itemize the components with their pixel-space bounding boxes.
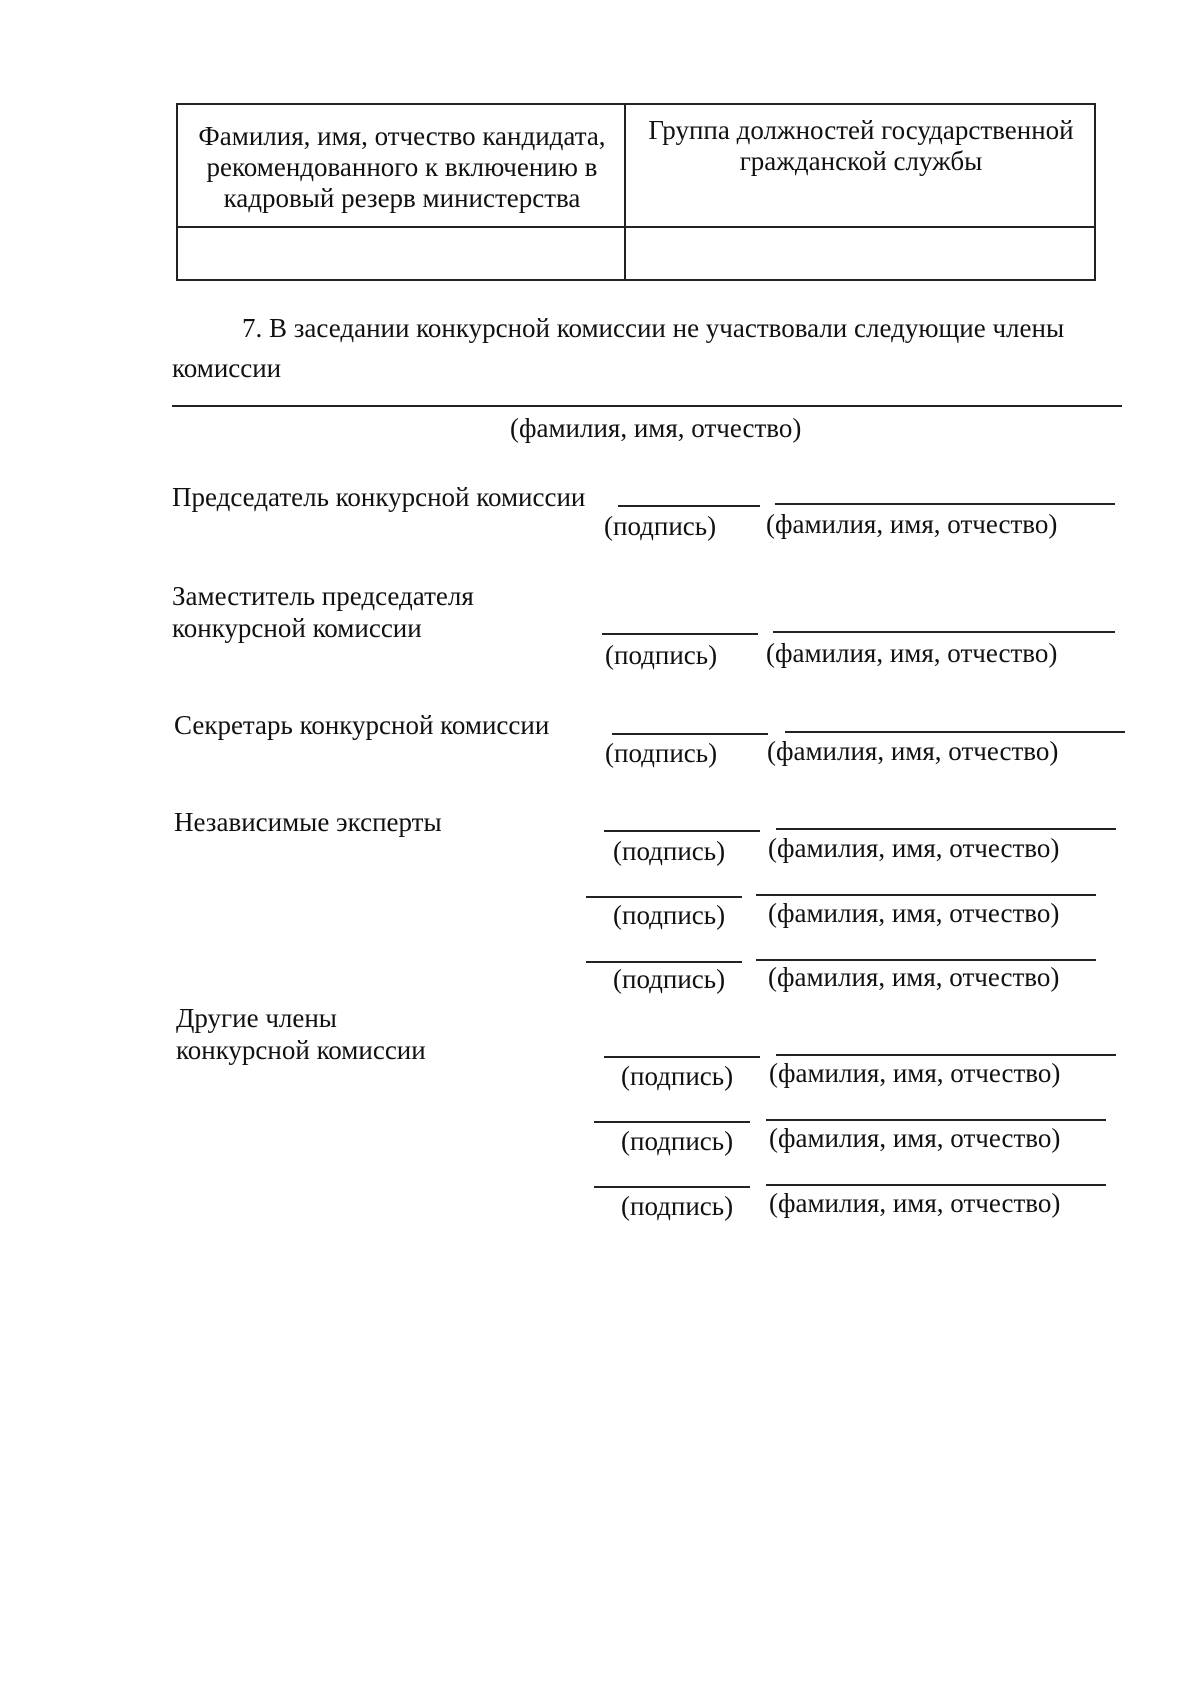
other-1-signature-caption: (подпись) [621, 1061, 734, 1091]
secretary-label: Секретарь конкурсной комиссии [174, 710, 550, 740]
expert-1-signature-caption: (подпись) [613, 836, 726, 866]
candidates-table [176, 103, 1096, 281]
paragraph-7-line-2: комиссии [172, 353, 282, 383]
chair-signature-line[interactable] [618, 505, 760, 507]
secretary-signature-caption: (подпись) [605, 738, 718, 768]
other-2-signature-caption: (подпись) [621, 1126, 734, 1156]
other-3-signature-line[interactable] [594, 1186, 750, 1188]
secretary-fio-line[interactable] [785, 731, 1125, 733]
other-3-fio-caption: (фамилия, имя, отчество) [769, 1188, 1061, 1218]
absent-members-caption: (фамилия, имя, отчество) [510, 413, 802, 443]
chair-label: Председатель конкурсной комиссии [172, 482, 586, 512]
absent-members-blank-line[interactable] [172, 405, 1122, 407]
chair-fio-line[interactable] [775, 503, 1115, 505]
secretary-fio-caption: (фамилия, имя, отчество) [767, 736, 1059, 766]
expert-3-signature-line[interactable] [586, 961, 742, 963]
others-label-line-2: конкурсной комиссии [176, 1035, 426, 1065]
expert-1-fio-line[interactable] [776, 828, 1116, 830]
deputy-signature-caption: (подпись) [605, 640, 718, 670]
expert-2-fio-caption: (фамилия, имя, отчество) [768, 898, 1060, 928]
expert-3-fio-line[interactable] [756, 959, 1096, 961]
others-label-line-1: Другие члены [176, 1003, 337, 1033]
table-header-fio: Фамилия, имя, отчество кандидата, рекомендованного к включению в кадровый резерв министерства [198, 121, 606, 213]
secretary-signature-line[interactable] [612, 733, 768, 735]
chair-signature-caption: (подпись) [604, 511, 717, 541]
other-2-signature-line[interactable] [594, 1121, 750, 1123]
other-3-signature-caption: (подпись) [621, 1191, 734, 1221]
other-2-fio-line[interactable] [766, 1119, 1106, 1121]
other-1-signature-line[interactable] [604, 1056, 760, 1058]
expert-1-signature-line[interactable] [604, 830, 760, 832]
other-1-fio-caption: (фамилия, имя, отчество) [769, 1058, 1061, 1088]
chair-fio-caption: (фамилия, имя, отчество) [766, 509, 1058, 539]
experts-label: Независимые эксперты [174, 807, 442, 837]
deputy-fio-line[interactable] [773, 631, 1115, 633]
deputy-chair-label-line-2: конкурсной комиссии [172, 613, 422, 643]
paragraph-7-line-1: 7. В заседании конкурсной комиссии не участвовали следующие члены [242, 313, 1065, 343]
expert-3-signature-caption: (подпись) [613, 964, 726, 994]
deputy-fio-caption: (фамилия, имя, отчество) [766, 638, 1058, 668]
table-header-position-group: Группа должностей государственной гражданской службы [648, 115, 1074, 176]
expert-1-fio-caption: (фамилия, имя, отчество) [768, 833, 1060, 863]
other-1-fio-line[interactable] [776, 1054, 1116, 1056]
expert-3-fio-caption: (фамилия, имя, отчество) [768, 962, 1060, 992]
expert-2-signature-line[interactable] [586, 896, 742, 898]
deputy-signature-line[interactable] [602, 633, 758, 635]
table-cell-position-group[interactable] [626, 228, 1094, 279]
expert-2-signature-caption: (подпись) [613, 900, 726, 930]
other-3-fio-line[interactable] [766, 1184, 1106, 1186]
table-cell-fio[interactable] [178, 228, 622, 279]
deputy-chair-label-line-1: Заместитель председателя [172, 581, 474, 611]
other-2-fio-caption: (фамилия, имя, отчество) [769, 1123, 1061, 1153]
expert-2-fio-line[interactable] [756, 894, 1096, 896]
